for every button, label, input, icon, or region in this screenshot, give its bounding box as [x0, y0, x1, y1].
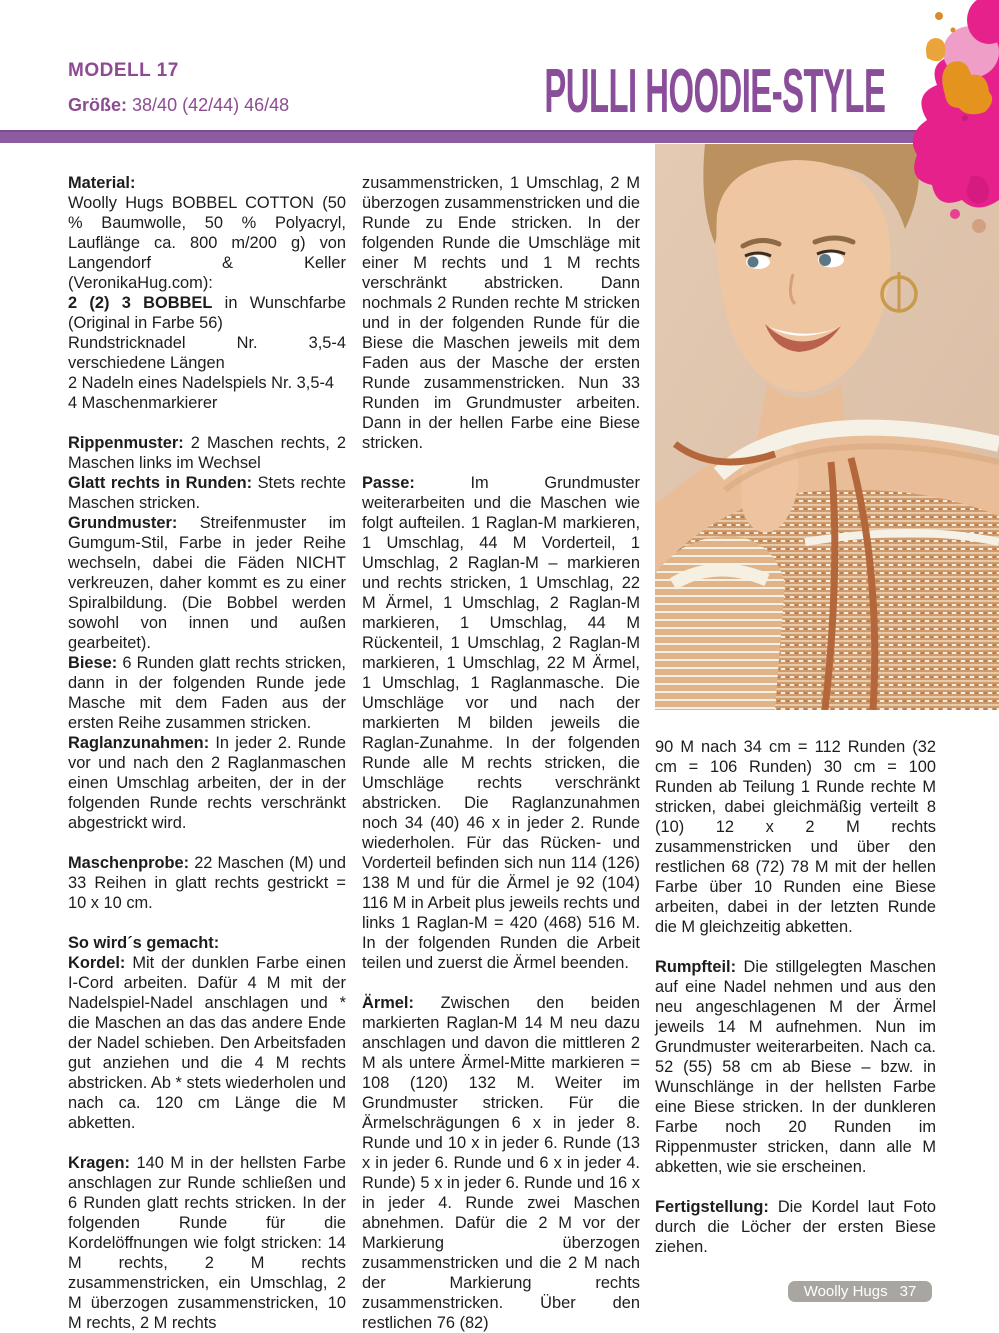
paragraph-text: 140 M in der hellsten Farbe anschlagen zur Runde schließen und 6 Runden glatt rechts stricken. In der folgenden Runde für die Kordelöffnungen wie folgt stricken: 14 M rechts, 2 M rechts zusammenstricken, ein Umschlag, 2 M überzogen zusammenstricken, 10 M rechts, 2 M rechts [68, 1154, 346, 1332]
size-value: 38/40 (42/44) 46/48 [132, 95, 290, 115]
paragraph-text: Woolly Hugs BOBBEL COTTON (50 % Baumwolle, 50 % Polyacryl, Lauflänge ca. 800 m/200 g) von Langendorf & Keller (VeronikaHug.com): [68, 194, 346, 292]
paragraph-label: Biese: [68, 654, 118, 672]
model-number: MODELL 17 [68, 60, 179, 81]
paragraph-text: 4 Maschenmarkierer [68, 394, 218, 412]
paragraph-text: 2 Maschen rechts, 2 Maschen links im Wechsel [68, 434, 346, 472]
footer-page-badge [788, 1281, 932, 1302]
paragraph [655, 737, 936, 937]
size-line [68, 95, 289, 116]
paragraph-label: Maschenprobe: [68, 854, 190, 872]
divider-bar [0, 130, 999, 143]
paragraph-text: Die Kordel laut Foto durch die Löcher der ersten Biese ziehen. [655, 1198, 936, 1256]
paragraph-label: Rumpfteil: [655, 958, 737, 976]
paragraph-label: Rippenmuster: [68, 434, 184, 452]
paragraph-text: Stets rechte Maschen stricken. [68, 474, 346, 512]
size-label: Größe: [68, 95, 128, 115]
footer-brand: Woolly Hugs [803, 1283, 888, 1300]
paragraph-label: Raglanzunahmen: [68, 734, 210, 752]
text-column-3 [655, 737, 936, 1257]
model-photo [655, 144, 999, 710]
paragraph-label: Glatt rechts in Runden: [68, 474, 253, 492]
paragraph-text: Streifenmuster im Gumgum-Stil, Farbe in jeder Reihe wechseln, dabei die Fäden NICHT verkreuzen, daher kommt es zu einer Spiralbildung. (Die Bobbel werden sowohl von innen und außen gearbeitet). [68, 514, 346, 652]
footer-page-number: 37 [899, 1283, 917, 1300]
paragraph-label: Grundmuster: [68, 514, 178, 532]
paragraph [68, 1153, 346, 1333]
paragraph-text: In jeder 2. Runde vor und nach den 2 Raglanmaschen einen Umschlag arbeiten, der in der folgenden Runde rechts verschränkt abgestrickt wird. [68, 734, 346, 832]
paragraph-label: Fertigstellung: [655, 1198, 769, 1216]
paragraph [362, 473, 640, 973]
paragraph-text: 22 Maschen (M) und 33 Reihen in glatt rechts gestrickt = 10 x 10 cm. [68, 854, 346, 912]
paragraph-text: in Wunschfarbe (Original in Farbe 56) [68, 294, 346, 332]
paragraph-label: Ärmel: [362, 994, 414, 1012]
paragraph [362, 173, 640, 453]
paragraph-label: 2 (2) 3 BOBBEL [68, 294, 213, 312]
paragraph-label: Kragen: [68, 1154, 130, 1172]
paragraph-text: 2 Nadeln eines Nadelspiels Nr. 3,5-4 [68, 374, 335, 392]
paragraph [68, 853, 346, 913]
paragraph-text: 90 M nach 34 cm = 112 Runden (32 cm = 106 Runden) 30 cm = 100 Runden ab Teilung 1 Runde rechte M stricken, dabei gleichmäßig verteilt 8 (10) 12 x 2 M rechts zusammenstricken und über den restlichen 68 (72) 78 M mit der hellen Farbe über 10 Runden eine Biese arbeiten, dabei in der letzten Runde die M gleichzeitig abketten. [655, 738, 936, 936]
paragraph-text: 6 Runden glatt rechts stricken, dann in der folgenden Runde jede Masche mit dem Faden aus der ersten Reihe zusammen stricken. [68, 654, 346, 732]
paragraph-text: zusammenstricken, 1 Umschlag, 2 M überzogen zusammenstricken und die Runde zu Ende stricken. In der folgenden Runde die Umschläge mit einer M rechts und 1 M rechts verschränkt abstricken. Dann nochmals 2 Runden rechte M stricken und in der folgenden Runde für die Biese die Maschen jeweils mit dem Faden aus der Masche der ersten Runde zusammenstricken. Nun 33 Runden im Grundmuster arbeiten. Dann in der hellen Farbe eine Biese stricken. [362, 174, 640, 452]
text-column-2 [362, 173, 640, 1333]
text-column-1 [68, 173, 346, 1333]
paragraph-label: Kordel: [68, 954, 126, 972]
paragraph-label: Passe: [362, 474, 415, 492]
paragraph [68, 433, 346, 833]
paragraph-text: Im Grundmuster weiterarbeiten und die Maschen wie folgt aufteilen. 1 Raglan-M markieren, 1 Umschlag, 44 M Vorderteil, 1 Umschlag, 2 Raglan-M – markieren und rechts stricken, 1 Umschlag, 22 M Ärmel, 1 Umschlag, 2 Raglan-M markieren, 1 Umschlag, 44 M Rückenteil, 1 Umschlag, 2 Raglan-M markieren, 1 Umschlag, 22 M Ärmel, 1 Umschlag, 1 Raglanmasche. Die Umschläge vor und nach der markierten M bilden jeweils die Raglan-Zunahme. In der folgenden Runde alle M rechts stricken, die Umschläge rechts verschränkt abstricken. Die Raglanzunahmen noch 34 (40) 46 x in jeder 2. Runde wiederholen. Für das Rücken- und Vorderteil befinden sich nun 114 (126) 138 M und für die Ärmel je 92 (104) 116 M in Arbeit plus jeweils rechts und links 1 Raglan-M = 420 (468) 516 M. In der folgenden Runden die Arbeit teilen und zuerst die Ärmel beenden. [362, 474, 640, 972]
paragraph [68, 173, 346, 413]
paragraph-text: Rundstricknadel Nr. 3,5-4 verschiedene Längen [68, 334, 346, 372]
paragraph [655, 1197, 936, 1257]
paragraph [362, 993, 640, 1333]
paragraph-label: Material: [68, 174, 136, 192]
paragraph [655, 957, 936, 1177]
paragraph-text: Die stillgelegten Maschen auf eine Nadel nehmen und aus den neu angeschlagenen M der Ärmel jeweils 14 M aufnehmen. Nun im Grundmuster weiterarbeiten. Nach ca. 52 (55) 58 cm ab Biese – bzw. in Wunschlänge in der hellsten Farbe eine Biese stricken. In der dunkleren Farbe noch 20 Runden im Rippenmuster stricken, dann alle M abketten, wie sie erscheinen. [655, 958, 936, 1176]
paragraph-label: So wird´s gemacht: [68, 934, 220, 952]
page-title: PULLI HOODIE-STYLE [544, 57, 885, 126]
paragraph [68, 933, 346, 1133]
paragraph-text: Mit der dunklen Farbe einen I-Cord arbeiten. Dafür 4 M mit der Nadelspiel-Nadel anschlagen und * die Maschen an das das andere Ende der Nadel schieben. Den Arbeitsfaden gut anziehen und die 4 M rechts abstricken. Ab * stets wiederholen und nach ca. 120 cm Länge die M abketten. [68, 954, 346, 1132]
paragraph-text: Zwischen den beiden markierten Raglan-M 14 M neu dazu anschlagen und davon die mittleren 2 M als untere Ärmel-Mitte markieren = 108 (120) 132 M. Weiter im Grundmuster stricken. Für die Ärmelschrägungen 6 x in jeder 8. Runde und 10 x in jeder 6. Runde (13 x in jeder 6. Runde und 6 x in jeder 4. Runde) 5 x in jeder 6. Runde und 16 x in jeder 4. Runde zwei Maschen abnehmen. Dafür die 2 M vor der Markierung überzogen zusammenstricken und die 2 M nach der Markierung rechts zusammenstricken. Über den restlichen 76 (82) [362, 994, 640, 1332]
